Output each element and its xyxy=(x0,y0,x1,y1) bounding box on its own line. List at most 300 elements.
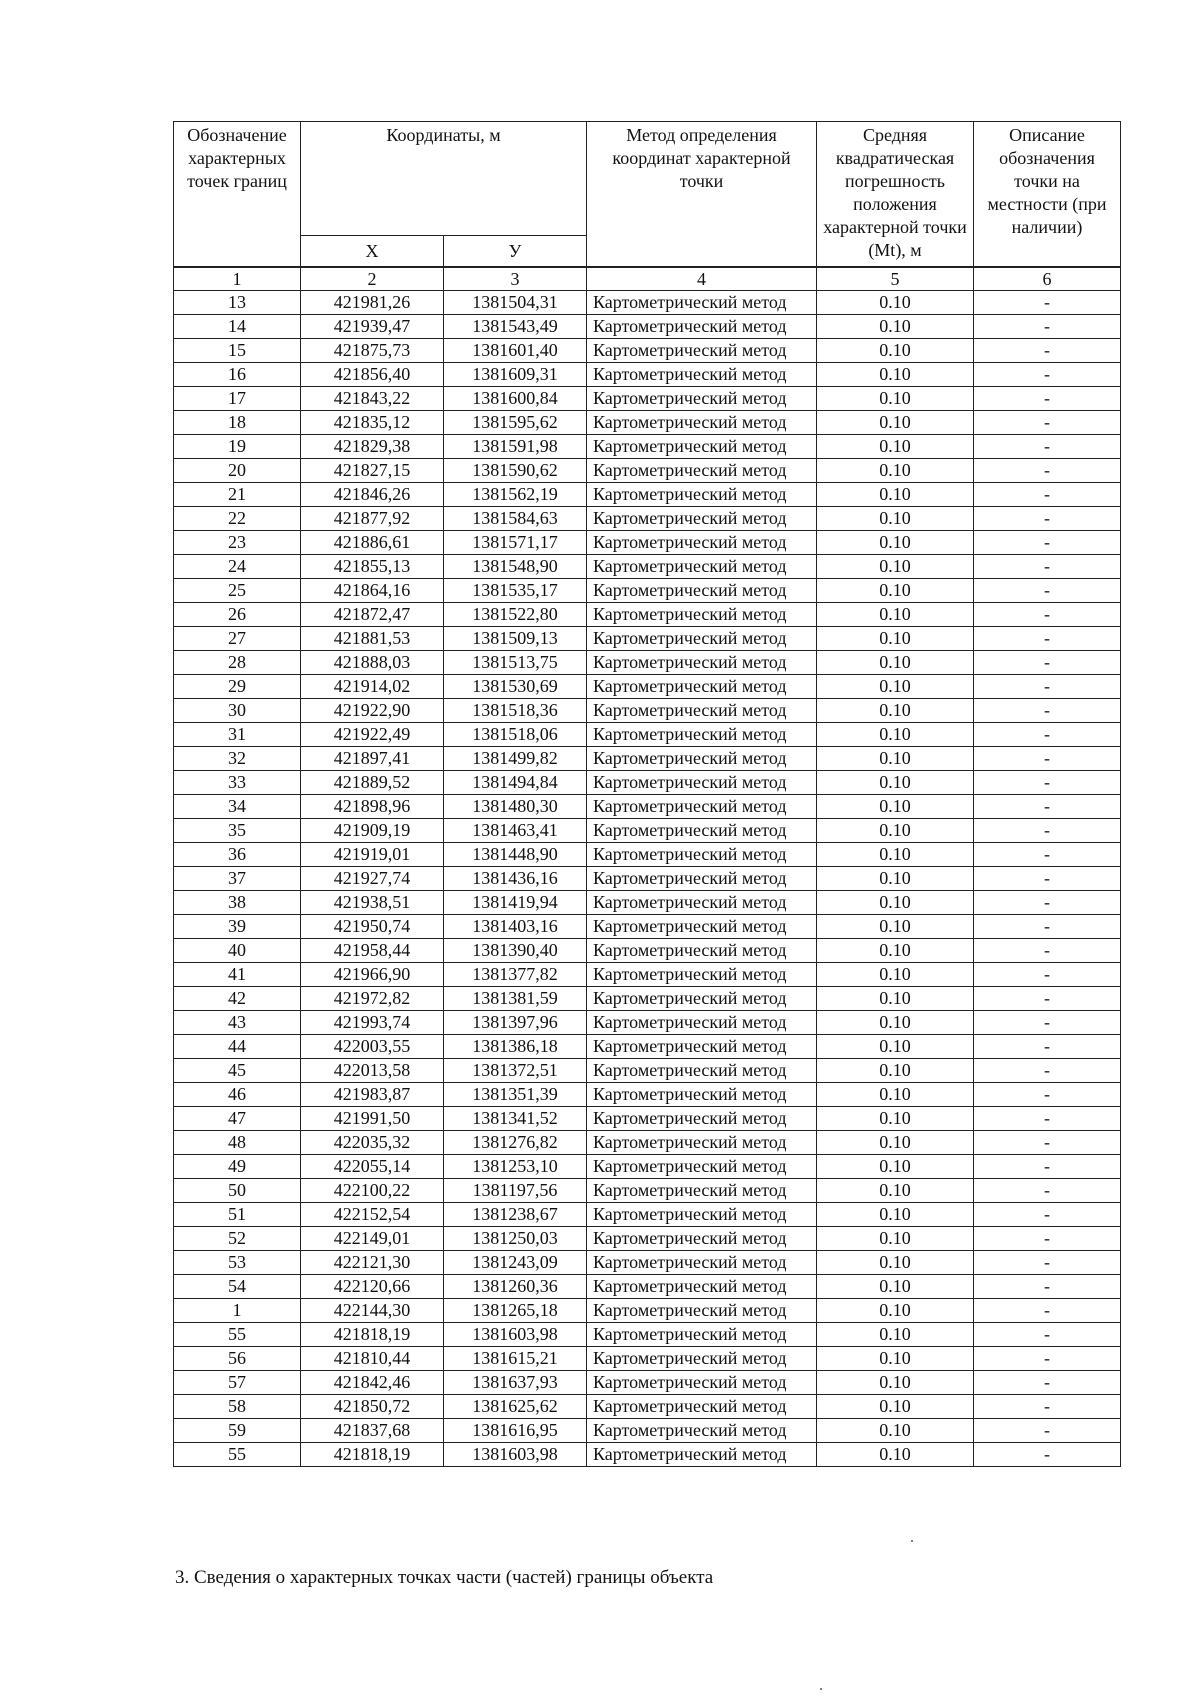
point-number-cell: 25 xyxy=(174,579,301,603)
y-coord-cell: 1381448,90 xyxy=(444,843,587,867)
method-cell: Картометрический метод xyxy=(587,1251,817,1275)
point-number-cell: 45 xyxy=(174,1059,301,1083)
table-row xyxy=(174,603,1121,627)
table-row xyxy=(174,363,1121,387)
point-number-cell: 42 xyxy=(174,987,301,1011)
x-coord-cell: 421972,82 xyxy=(301,987,444,1011)
x-coord-cell: 421864,16 xyxy=(301,579,444,603)
x-coord-cell: 422120,66 xyxy=(301,1275,444,1299)
description-cell: - xyxy=(974,507,1121,531)
y-coord-cell: 1381243,09 xyxy=(444,1251,587,1275)
description-cell: - xyxy=(974,939,1121,963)
error-cell: 0.10 xyxy=(817,1107,974,1131)
error-cell: 0.10 xyxy=(817,291,974,315)
table-row xyxy=(174,1059,1121,1083)
description-cell: - xyxy=(974,867,1121,891)
y-coord-cell: 1381238,67 xyxy=(444,1203,587,1227)
y-coord-cell: 1381509,13 xyxy=(444,627,587,651)
x-coord-cell: 421983,87 xyxy=(301,1083,444,1107)
point-number-cell: 24 xyxy=(174,555,301,579)
point-number-cell: 49 xyxy=(174,1155,301,1179)
y-coord-cell: 1381480,30 xyxy=(444,795,587,819)
x-coord-cell: 422035,32 xyxy=(301,1131,444,1155)
description-cell: - xyxy=(974,603,1121,627)
table-row xyxy=(174,291,1121,315)
error-cell: 0.10 xyxy=(817,507,974,531)
table-header-row xyxy=(174,122,1121,236)
table-row xyxy=(174,987,1121,1011)
header-coords: Координаты, м xyxy=(301,122,587,236)
column-number: 6 xyxy=(974,267,1121,291)
error-cell: 0.10 xyxy=(817,387,974,411)
y-coord-cell: 1381616,95 xyxy=(444,1419,587,1443)
description-cell: - xyxy=(974,1227,1121,1251)
x-coord-cell: 421927,74 xyxy=(301,867,444,891)
method-cell: Картометрический метод xyxy=(587,1371,817,1395)
x-coord-cell: 421993,74 xyxy=(301,1011,444,1035)
method-cell: Картометрический метод xyxy=(587,291,817,315)
y-coord-cell: 1381518,36 xyxy=(444,699,587,723)
y-coord-cell: 1381513,75 xyxy=(444,651,587,675)
table-row xyxy=(174,819,1121,843)
method-cell: Картометрический метод xyxy=(587,1419,817,1443)
x-coord-cell: 421881,53 xyxy=(301,627,444,651)
y-coord-cell: 1381419,94 xyxy=(444,891,587,915)
method-cell: Картометрический метод xyxy=(587,1035,817,1059)
description-cell: - xyxy=(974,1323,1121,1347)
error-cell: 0.10 xyxy=(817,315,974,339)
description-cell: - xyxy=(974,795,1121,819)
method-cell: Картометрический метод xyxy=(587,627,817,651)
point-number-cell: 58 xyxy=(174,1395,301,1419)
method-cell: Картометрический метод xyxy=(587,483,817,507)
table-row xyxy=(174,675,1121,699)
error-cell: 0.10 xyxy=(817,987,974,1011)
description-cell: - xyxy=(974,819,1121,843)
y-coord-cell: 1381518,06 xyxy=(444,723,587,747)
y-coord-cell: 1381260,36 xyxy=(444,1275,587,1299)
method-cell: Картометрический метод xyxy=(587,315,817,339)
method-cell: Картометрический метод xyxy=(587,675,817,699)
point-number-cell: 13 xyxy=(174,291,301,315)
x-coord-cell: 421922,49 xyxy=(301,723,444,747)
header-error: Средняя квадратическая погрешность положения характерной точки (Mt), м xyxy=(817,122,974,268)
description-cell: - xyxy=(974,411,1121,435)
scan-speck xyxy=(911,1540,913,1542)
method-cell: Картометрический метод xyxy=(587,1179,817,1203)
error-cell: 0.10 xyxy=(817,1083,974,1107)
description-cell: - xyxy=(974,1419,1121,1443)
table-row xyxy=(174,627,1121,651)
description-cell: - xyxy=(974,771,1121,795)
error-cell: 0.10 xyxy=(817,795,974,819)
column-number: 1 xyxy=(174,267,301,291)
description-cell: - xyxy=(974,435,1121,459)
point-number-cell: 18 xyxy=(174,411,301,435)
error-cell: 0.10 xyxy=(817,1011,974,1035)
y-coord-cell: 1381341,52 xyxy=(444,1107,587,1131)
y-coord-cell: 1381637,93 xyxy=(444,1371,587,1395)
column-number: 4 xyxy=(587,267,817,291)
error-cell: 0.10 xyxy=(817,483,974,507)
method-cell: Картометрический метод xyxy=(587,1395,817,1419)
description-cell: - xyxy=(974,1059,1121,1083)
table-row xyxy=(174,1107,1121,1131)
point-number-cell: 23 xyxy=(174,531,301,555)
table-row xyxy=(174,1395,1121,1419)
error-cell: 0.10 xyxy=(817,531,974,555)
point-number-cell: 19 xyxy=(174,435,301,459)
error-cell: 0.10 xyxy=(817,1251,974,1275)
x-coord-cell: 421888,03 xyxy=(301,651,444,675)
x-coord-cell: 421835,12 xyxy=(301,411,444,435)
point-number-cell: 43 xyxy=(174,1011,301,1035)
x-coord-cell: 421842,46 xyxy=(301,1371,444,1395)
y-coord-cell: 1381494,84 xyxy=(444,771,587,795)
x-coord-cell: 421966,90 xyxy=(301,963,444,987)
description-cell: - xyxy=(974,483,1121,507)
table-row xyxy=(174,1155,1121,1179)
description-cell: - xyxy=(974,675,1121,699)
method-cell: Картометрический метод xyxy=(587,363,817,387)
header-method: Метод определения координат характерной точки xyxy=(587,122,817,268)
method-cell: Картометрический метод xyxy=(587,1347,817,1371)
x-coord-cell: 421850,72 xyxy=(301,1395,444,1419)
x-coord-cell: 422100,22 xyxy=(301,1179,444,1203)
point-number-cell: 33 xyxy=(174,771,301,795)
description-cell: - xyxy=(974,1443,1121,1467)
method-cell: Картометрический метод xyxy=(587,795,817,819)
method-cell: Картометрический метод xyxy=(587,747,817,771)
x-coord-cell: 421898,96 xyxy=(301,795,444,819)
point-number-cell: 39 xyxy=(174,915,301,939)
description-cell: - xyxy=(974,1035,1121,1059)
description-cell: - xyxy=(974,555,1121,579)
description-cell: - xyxy=(974,1131,1121,1155)
table-row xyxy=(174,1347,1121,1371)
x-coord-cell: 421827,15 xyxy=(301,459,444,483)
y-coord-cell: 1381390,40 xyxy=(444,939,587,963)
point-number-cell: 41 xyxy=(174,963,301,987)
table-row xyxy=(174,651,1121,675)
table-row xyxy=(174,1419,1121,1443)
description-cell: - xyxy=(974,1155,1121,1179)
y-coord-cell: 1381463,41 xyxy=(444,819,587,843)
error-cell: 0.10 xyxy=(817,819,974,843)
y-coord-cell: 1381571,17 xyxy=(444,531,587,555)
table-row xyxy=(174,1251,1121,1275)
method-cell: Картометрический метод xyxy=(587,1155,817,1179)
header-x: X xyxy=(301,236,444,268)
method-cell: Картометрический метод xyxy=(587,1011,817,1035)
point-number-cell: 21 xyxy=(174,483,301,507)
point-number-cell: 50 xyxy=(174,1179,301,1203)
y-coord-cell: 1381535,17 xyxy=(444,579,587,603)
error-cell: 0.10 xyxy=(817,1419,974,1443)
table-row xyxy=(174,315,1121,339)
x-coord-cell: 422055,14 xyxy=(301,1155,444,1179)
y-coord-cell: 1381591,98 xyxy=(444,435,587,459)
x-coord-cell: 421889,52 xyxy=(301,771,444,795)
method-cell: Картометрический метод xyxy=(587,867,817,891)
description-cell: - xyxy=(974,531,1121,555)
description-cell: - xyxy=(974,651,1121,675)
point-number-cell: 40 xyxy=(174,939,301,963)
table-row xyxy=(174,843,1121,867)
table-row xyxy=(174,435,1121,459)
x-coord-cell: 421810,44 xyxy=(301,1347,444,1371)
method-cell: Картометрический метод xyxy=(587,723,817,747)
description-cell: - xyxy=(974,579,1121,603)
description-cell: - xyxy=(974,1203,1121,1227)
point-number-cell: 48 xyxy=(174,1131,301,1155)
method-cell: Картометрический метод xyxy=(587,531,817,555)
x-coord-cell: 421897,41 xyxy=(301,747,444,771)
error-cell: 0.10 xyxy=(817,1155,974,1179)
description-cell: - xyxy=(974,1299,1121,1323)
error-cell: 0.10 xyxy=(817,435,974,459)
y-coord-cell: 1381381,59 xyxy=(444,987,587,1011)
error-cell: 0.10 xyxy=(817,939,974,963)
description-cell: - xyxy=(974,1251,1121,1275)
x-coord-cell: 421877,92 xyxy=(301,507,444,531)
method-cell: Картометрический метод xyxy=(587,411,817,435)
point-number-cell: 37 xyxy=(174,867,301,891)
error-cell: 0.10 xyxy=(817,411,974,435)
method-cell: Картометрический метод xyxy=(587,459,817,483)
error-cell: 0.10 xyxy=(817,1275,974,1299)
point-number-cell: 31 xyxy=(174,723,301,747)
description-cell: - xyxy=(974,915,1121,939)
description-cell: - xyxy=(974,987,1121,1011)
y-coord-cell: 1381504,31 xyxy=(444,291,587,315)
x-coord-cell: 421855,13 xyxy=(301,555,444,579)
error-cell: 0.10 xyxy=(817,1179,974,1203)
y-coord-cell: 1381603,98 xyxy=(444,1443,587,1467)
x-coord-cell: 422003,55 xyxy=(301,1035,444,1059)
description-cell: - xyxy=(974,1347,1121,1371)
description-cell: - xyxy=(974,1395,1121,1419)
y-coord-cell: 1381548,90 xyxy=(444,555,587,579)
y-coord-cell: 1381601,40 xyxy=(444,339,587,363)
description-cell: - xyxy=(974,291,1121,315)
method-cell: Картометрический метод xyxy=(587,651,817,675)
y-coord-cell: 1381615,21 xyxy=(444,1347,587,1371)
error-cell: 0.10 xyxy=(817,627,974,651)
description-cell: - xyxy=(974,723,1121,747)
error-cell: 0.10 xyxy=(817,1395,974,1419)
description-cell: - xyxy=(974,699,1121,723)
point-number-cell: 44 xyxy=(174,1035,301,1059)
table-row xyxy=(174,939,1121,963)
point-number-cell: 15 xyxy=(174,339,301,363)
point-number-cell: 20 xyxy=(174,459,301,483)
table-row xyxy=(174,1275,1121,1299)
y-coord-cell: 1381603,98 xyxy=(444,1323,587,1347)
y-coord-cell: 1381543,49 xyxy=(444,315,587,339)
error-cell: 0.10 xyxy=(817,363,974,387)
x-coord-cell: 421818,19 xyxy=(301,1443,444,1467)
point-number-cell: 22 xyxy=(174,507,301,531)
method-cell: Картометрический метод xyxy=(587,339,817,363)
error-cell: 0.10 xyxy=(817,1443,974,1467)
method-cell: Картометрический метод xyxy=(587,1275,817,1299)
point-number-cell: 16 xyxy=(174,363,301,387)
x-coord-cell: 421981,26 xyxy=(301,291,444,315)
table-row xyxy=(174,1035,1121,1059)
method-cell: Картометрический метод xyxy=(587,1059,817,1083)
description-cell: - xyxy=(974,1011,1121,1035)
point-number-cell: 35 xyxy=(174,819,301,843)
x-coord-cell: 421950,74 xyxy=(301,915,444,939)
error-cell: 0.10 xyxy=(817,771,974,795)
header-y: У xyxy=(444,236,587,268)
point-number-cell: 51 xyxy=(174,1203,301,1227)
error-cell: 0.10 xyxy=(817,579,974,603)
y-coord-cell: 1381436,16 xyxy=(444,867,587,891)
x-coord-cell: 421909,19 xyxy=(301,819,444,843)
point-number-cell: 54 xyxy=(174,1275,301,1299)
section-caption: 3. Сведения о характерных точках части (частей) границы объекта xyxy=(175,1567,714,1588)
method-cell: Картометрический метод xyxy=(587,555,817,579)
y-coord-cell: 1381372,51 xyxy=(444,1059,587,1083)
method-cell: Картометрический метод xyxy=(587,1227,817,1251)
description-cell: - xyxy=(974,459,1121,483)
method-cell: Картометрический метод xyxy=(587,1203,817,1227)
y-coord-cell: 1381351,39 xyxy=(444,1083,587,1107)
table-row xyxy=(174,1131,1121,1155)
error-cell: 0.10 xyxy=(817,603,974,627)
error-cell: 0.10 xyxy=(817,651,974,675)
point-number-cell: 34 xyxy=(174,795,301,819)
table-row xyxy=(174,531,1121,555)
table-row xyxy=(174,963,1121,987)
x-coord-cell: 421846,26 xyxy=(301,483,444,507)
y-coord-cell: 1381276,82 xyxy=(444,1131,587,1155)
table-row xyxy=(174,747,1121,771)
y-coord-cell: 1381625,62 xyxy=(444,1395,587,1419)
error-cell: 0.10 xyxy=(817,747,974,771)
x-coord-cell: 421843,22 xyxy=(301,387,444,411)
table-row xyxy=(174,555,1121,579)
boundary-points-table xyxy=(173,121,1121,1467)
x-coord-cell: 421837,68 xyxy=(301,1419,444,1443)
description-cell: - xyxy=(974,1107,1121,1131)
method-cell: Картометрический метод xyxy=(587,963,817,987)
description-cell: - xyxy=(974,1083,1121,1107)
y-coord-cell: 1381403,16 xyxy=(444,915,587,939)
x-coord-cell: 422144,30 xyxy=(301,1299,444,1323)
error-cell: 0.10 xyxy=(817,1227,974,1251)
table-row xyxy=(174,867,1121,891)
y-coord-cell: 1381499,82 xyxy=(444,747,587,771)
scan-speck xyxy=(820,1688,822,1690)
method-cell: Картометрический метод xyxy=(587,1131,817,1155)
description-cell: - xyxy=(974,1179,1121,1203)
table-row xyxy=(174,723,1121,747)
x-coord-cell: 421886,61 xyxy=(301,531,444,555)
description-cell: - xyxy=(974,963,1121,987)
point-number-cell: 59 xyxy=(174,1419,301,1443)
x-coord-cell: 421818,19 xyxy=(301,1323,444,1347)
method-cell: Картометрический метод xyxy=(587,1323,817,1347)
method-cell: Картометрический метод xyxy=(587,987,817,1011)
header-point: Обозначение характерных точек границ xyxy=(174,122,301,268)
x-coord-cell: 421958,44 xyxy=(301,939,444,963)
point-number-cell: 14 xyxy=(174,315,301,339)
table-row xyxy=(174,1323,1121,1347)
error-cell: 0.10 xyxy=(817,1371,974,1395)
method-cell: Картометрический метод xyxy=(587,891,817,915)
point-number-cell: 27 xyxy=(174,627,301,651)
table-row xyxy=(174,1083,1121,1107)
method-cell: Картометрический метод xyxy=(587,1107,817,1131)
point-number-cell: 53 xyxy=(174,1251,301,1275)
table-row xyxy=(174,915,1121,939)
method-cell: Картометрический метод xyxy=(587,435,817,459)
method-cell: Картометрический метод xyxy=(587,915,817,939)
y-coord-cell: 1381609,31 xyxy=(444,363,587,387)
method-cell: Картометрический метод xyxy=(587,387,817,411)
description-cell: - xyxy=(974,363,1121,387)
error-cell: 0.10 xyxy=(817,1347,974,1371)
x-coord-cell: 421939,47 xyxy=(301,315,444,339)
method-cell: Картометрический метод xyxy=(587,939,817,963)
x-coord-cell: 421922,90 xyxy=(301,699,444,723)
point-number-cell: 52 xyxy=(174,1227,301,1251)
point-number-cell: 57 xyxy=(174,1371,301,1395)
error-cell: 0.10 xyxy=(817,915,974,939)
column-number: 5 xyxy=(817,267,974,291)
table-row xyxy=(174,411,1121,435)
point-number-cell: 46 xyxy=(174,1083,301,1107)
table-row xyxy=(174,699,1121,723)
description-cell: - xyxy=(974,1371,1121,1395)
y-coord-cell: 1381600,84 xyxy=(444,387,587,411)
description-cell: - xyxy=(974,627,1121,651)
error-cell: 0.10 xyxy=(817,675,974,699)
description-cell: - xyxy=(974,1275,1121,1299)
table-row xyxy=(174,891,1121,915)
error-cell: 0.10 xyxy=(817,1299,974,1323)
description-cell: - xyxy=(974,843,1121,867)
method-cell: Картометрический метод xyxy=(587,1083,817,1107)
header-description: Описание обозначения точки на местности (при наличии) xyxy=(974,122,1121,268)
table-row xyxy=(174,1371,1121,1395)
point-number-cell: 55 xyxy=(174,1443,301,1467)
description-cell: - xyxy=(974,747,1121,771)
table-row xyxy=(174,1011,1121,1035)
y-coord-cell: 1381377,82 xyxy=(444,963,587,987)
error-cell: 0.10 xyxy=(817,555,974,579)
error-cell: 0.10 xyxy=(817,339,974,363)
error-cell: 0.10 xyxy=(817,1059,974,1083)
y-coord-cell: 1381562,19 xyxy=(444,483,587,507)
point-number-cell: 1 xyxy=(174,1299,301,1323)
y-coord-cell: 1381386,18 xyxy=(444,1035,587,1059)
column-number: 2 xyxy=(301,267,444,291)
x-coord-cell: 421938,51 xyxy=(301,891,444,915)
y-coord-cell: 1381397,96 xyxy=(444,1011,587,1035)
description-cell: - xyxy=(974,387,1121,411)
x-coord-cell: 422121,30 xyxy=(301,1251,444,1275)
point-number-cell: 17 xyxy=(174,387,301,411)
method-cell: Картометрический метод xyxy=(587,819,817,843)
table-row xyxy=(174,483,1121,507)
x-coord-cell: 421856,40 xyxy=(301,363,444,387)
x-coord-cell: 421991,50 xyxy=(301,1107,444,1131)
x-coord-cell: 421829,38 xyxy=(301,435,444,459)
